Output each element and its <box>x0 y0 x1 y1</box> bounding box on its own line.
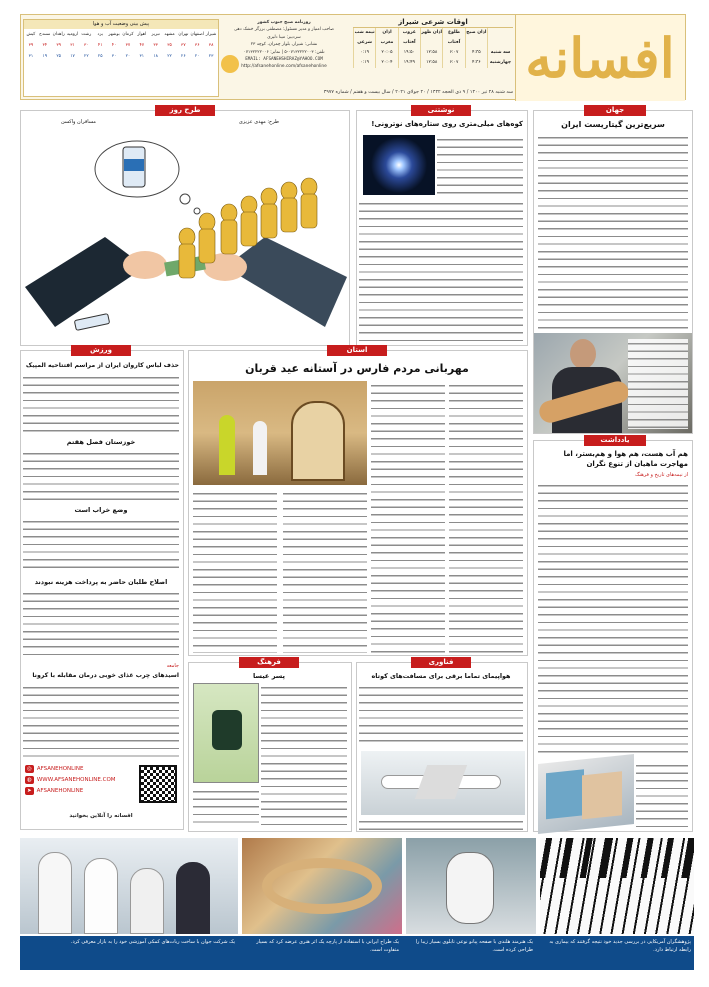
arm-right <box>225 237 347 327</box>
person-figure <box>281 182 297 200</box>
weather-min: ۳۰ <box>111 54 117 59</box>
cartoon-credit-right: طرح: مهدی عزیزی <box>238 119 279 125</box>
broken-title: وضع خراب است <box>74 506 128 514</box>
logo <box>515 15 685 101</box>
qr-caption: افسانه را آنلاین بخوانید <box>69 813 133 819</box>
health-tag: جامعه <box>166 663 179 669</box>
stars-body-top <box>437 135 523 195</box>
person-figure <box>241 196 257 214</box>
prayer-date: چهارشنبه <box>487 58 513 68</box>
fabric-loop <box>262 858 382 914</box>
water-article <box>533 436 693 832</box>
weather-max: ۳۳ <box>153 43 158 48</box>
fars-body-col1 <box>449 381 523 653</box>
caravan-title: حذف لباس کاروان ایران از مراسم افتتاحیه المپیک <box>25 362 179 369</box>
thought-bubble <box>194 208 200 214</box>
broken-body <box>23 517 179 573</box>
weather-grid <box>24 29 218 62</box>
prayer-time: ۱۹:۴۹ <box>398 58 420 68</box>
fars-body-col3 <box>193 489 277 653</box>
weather-city: بوشهر <box>108 32 120 37</box>
prayer-title: اوقات شرعی شیراز <box>398 18 468 26</box>
website-link[interactable] <box>25 776 135 784</box>
date-line: سه شنبه ۲۸ تیر ۱۴۰۰ / ۹ ذی الحجه ۱۴۴۲ / ۲۰ جولای ۲۰۲۱ / سال بیست و هفتم / شماره ۴۹۷۷ <box>323 90 513 95</box>
piano-black-keys <box>540 838 694 878</box>
prayer-header: غروب آفتاب <box>398 28 420 48</box>
logo-text: افسانه <box>525 26 675 90</box>
weather-min: ۲۰ <box>194 54 200 59</box>
publisher-line: صاحب امتیاز و مدیر مسئول: مصطفی برزگر خشک دهی <box>233 27 335 33</box>
section-tag-tech: فناوری <box>411 657 471 668</box>
neutron-star-image <box>363 135 435 195</box>
guitar-side-text <box>628 339 688 429</box>
publisher-line: EMAIL: AFSANEHSHIRAZ@YAHOO.COM <box>245 57 323 63</box>
fars-article <box>188 346 528 656</box>
section-tag-world: جهان <box>584 105 646 116</box>
aircraft-wing <box>415 765 467 799</box>
prayer-header: اذان مغرب <box>375 28 397 48</box>
instagram-icon: ◎ <box>27 766 32 772</box>
weather-max: ۳۸ <box>208 43 214 48</box>
cartoon-box <box>20 106 350 346</box>
weather-max: ۳۴ <box>42 43 48 48</box>
magazine-cover <box>582 771 622 819</box>
culture-article <box>188 658 352 832</box>
prayer-time: ۴:۳۶ <box>465 58 487 68</box>
reform-title: اصلاح طلبان حاضر به پرداخت هزینه نبودند <box>34 578 168 586</box>
cartoon-illustration <box>25 127 347 343</box>
guitar-article <box>533 106 693 434</box>
weather-min: ۲۵ <box>56 54 61 59</box>
globe-icon: ◍ <box>27 777 32 783</box>
person-figure-body <box>261 204 277 238</box>
hyperloop-caption <box>359 817 523 831</box>
prayer-header: طلوع آفتاب <box>442 28 464 48</box>
masthead <box>20 14 686 100</box>
strip-caption: یک هنرمند هلندی با صفحه پیانو نوعی تابلوی بسیار زیبا را طراحی کرده است. <box>415 939 533 953</box>
water-subline: از نیمه‌های تاریخ و فرهنگ <box>635 472 688 478</box>
publisher-line: روزنامه صبح جنوب کشور <box>257 20 311 25</box>
fallen-vial-icon <box>74 314 109 331</box>
lab-person <box>38 852 72 934</box>
strip-caption: پژوهشگران آمریکایی در بررسی جدید خود نتیجه گرفتند که بیماری به رابطه ارتباط دارد. <box>549 939 691 953</box>
weather-min: ۲۰ <box>125 54 131 59</box>
prayer-time: ۱۲:۵۸ <box>420 48 442 58</box>
fars-body-col2 <box>371 381 445 653</box>
instagram-link[interactable] <box>25 765 135 773</box>
device-shape <box>446 852 494 924</box>
weather-city: اصفهان <box>190 32 204 37</box>
telegram-link[interactable] <box>25 787 135 795</box>
prayer-time: ۴:۳۵ <box>465 48 487 58</box>
prayer-date: سه شنبه <box>487 48 513 58</box>
guitar-title: سریع‌ترین گیتاریست ایران <box>561 120 665 129</box>
prayer-time: ۲۰:۰۵ <box>375 48 397 58</box>
stars-body <box>359 199 523 343</box>
weather-city: سنندج <box>39 32 51 37</box>
hand-left <box>123 251 167 279</box>
pepper-title: پسر عیسا <box>253 672 285 680</box>
weather-city: کیش <box>26 32 36 37</box>
weather-label: پیش بینی وضعیت آب و هوا <box>24 20 218 29</box>
weather-city: رشت <box>81 32 92 37</box>
lab-person <box>130 868 164 934</box>
weather-max: ۴۰ <box>111 43 117 48</box>
guitarist-head <box>570 339 596 369</box>
strip-captions <box>20 936 694 970</box>
khuzestan-body <box>23 449 179 501</box>
prayer-header: نیمه شب شرعی <box>353 28 375 48</box>
bottom-strip <box>20 838 694 972</box>
lab-person <box>176 862 210 934</box>
worker-figure <box>219 415 235 475</box>
guitar-body <box>538 133 688 329</box>
hyperloop-title: هواپیمای تماما برقی برای مسافت‌های کوتاه <box>371 672 511 680</box>
magazine-cover <box>546 769 584 819</box>
prayer-time: ۶:۰۷ <box>442 58 464 68</box>
weather-city: ارومیه <box>66 32 79 37</box>
weather-max: ۳۹ <box>28 43 34 48</box>
weather-city: یزد <box>97 32 103 37</box>
aircraft-image <box>361 751 525 815</box>
book-cover-image <box>193 683 259 783</box>
prayer-header: اذان ظهر <box>420 28 442 48</box>
culture-body <box>261 683 347 829</box>
strip-caption: یک شرکت جوان با ساخت ربات‌های کمکی آموزشی خود را به بازار معرفی کرد. <box>70 939 235 945</box>
weather-city: زاهدان <box>52 32 65 37</box>
publisher-info <box>219 19 349 99</box>
weather-min: ۲۶ <box>181 54 186 59</box>
magazines-image <box>538 754 634 834</box>
weather-city: کرمان <box>122 32 134 37</box>
prayer-time: ۰:۱۹ <box>353 58 375 68</box>
telegram-handle: AFSANEHONLINE <box>36 788 84 794</box>
prayer-corner <box>487 28 513 48</box>
photo-fabric <box>242 838 402 934</box>
fatty-acids-title: اسیدهای چرب غذای خوبی درمان مقابله با کرونا <box>32 672 179 679</box>
weather-max: ۳۷ <box>181 43 186 48</box>
person-figure <box>301 178 317 196</box>
publisher-line: http://afsanehonline.com/afsanehonline <box>241 64 327 70</box>
telegram-icon: ➤ <box>27 788 32 794</box>
person-figure-body <box>199 229 215 263</box>
khuzestan-title: خوزستان فصل هفتم <box>66 438 136 446</box>
arm-left <box>25 237 145 327</box>
book-emblem-icon <box>212 710 242 750</box>
section-tag-notes: یادداشت <box>584 435 646 446</box>
cartoon-credit-left: مسافران واکسن <box>61 119 96 125</box>
worker-figure <box>253 421 267 475</box>
lab-person <box>84 858 118 934</box>
weather-city: شیراز <box>205 32 217 37</box>
instagram-handle: AFSANEHONLINE <box>36 766 84 772</box>
weather-min: ۳۱ <box>139 54 145 59</box>
stars-title: کوه‌های میلی‌متری روی ستاره‌های نوترونی! <box>371 120 523 128</box>
fars-photo <box>193 381 367 485</box>
weather-min: ۲۳ <box>208 54 214 59</box>
weather-min: ۱۹ <box>42 54 48 59</box>
fars-title: مهربانی مردم فارس در آستانه عید قربان <box>245 362 469 375</box>
person-figure <box>261 188 277 206</box>
weather-city: تبریز <box>151 32 160 37</box>
weather-max: ۳۶ <box>194 43 200 48</box>
caravan-body <box>23 373 179 433</box>
weather-max: ۳۱ <box>70 43 75 48</box>
weather-min: ۱۸ <box>153 54 158 59</box>
guitarist-photo <box>534 333 692 433</box>
weather-min: ۲۲ <box>167 54 172 59</box>
fatty-acids-body <box>23 683 179 761</box>
weather-max: ۴۱ <box>97 43 103 48</box>
culture-body-left <box>193 787 259 829</box>
hyperloop-body <box>359 683 523 747</box>
weather-max: ۳۷ <box>125 43 131 48</box>
stars-article <box>356 106 528 346</box>
publisher-line: نشانی: شیراز، بلوار چمران، کوچه ۲۳ <box>250 42 318 48</box>
person-figure-body <box>241 212 257 246</box>
person-figure-body <box>179 244 195 278</box>
section-tag-province: استان <box>327 345 387 356</box>
prayer-grid <box>353 27 513 68</box>
section-tag-sports: ورزش <box>71 345 131 356</box>
water-body <box>538 481 688 753</box>
prayer-time: ۲۰:۰۴ <box>375 58 397 68</box>
person-figure-body <box>301 194 317 228</box>
weather-city: تهران <box>178 32 189 37</box>
photo-lab <box>20 838 238 934</box>
weather-city: اهواز <box>137 32 147 37</box>
prayer-time: ۰:۱۹ <box>353 48 375 58</box>
sports-column <box>20 346 184 830</box>
weather-box <box>23 19 219 97</box>
photo-piano <box>540 838 694 934</box>
strip-caption: یک طراح ایرانی با استفاده از پارچه یک اثر هنری عرضه کرد که بسیار متفاوت است. <box>256 939 399 953</box>
doorway <box>291 401 345 481</box>
section-tag-cartoon: طرح روز <box>155 105 215 116</box>
weather-min: ۲۲ <box>84 54 89 59</box>
prayer-time: ۶:۰۷ <box>442 48 464 58</box>
prayer-header: اذان صبح <box>465 28 487 48</box>
publisher-line: تلفن: ۰۷۱۳۲۲۲۲۰۰۳-۵ | نمابر: ۰۷۱۳۲۲۲۲۰۰۶ <box>243 49 325 55</box>
prayer-time: ۱۹:۵۰ <box>398 48 420 58</box>
section-tag-culture: فرهنگ <box>239 657 299 668</box>
website-url: WWW.AFSANEHONLINE.COM <box>36 777 116 783</box>
section-tag-features: نوشتنی <box>411 105 471 116</box>
publisher-line: سردبیر: مینا دلیری <box>267 34 301 40</box>
thought-bubble <box>180 194 190 204</box>
qr-code[interactable] <box>139 765 177 803</box>
water-body-tail <box>636 761 688 827</box>
weather-max: ۳۰ <box>84 43 89 48</box>
weather-min: ۳۱ <box>28 54 34 59</box>
weather-max: ۴۷ <box>139 43 145 48</box>
photo-device <box>406 838 536 934</box>
person-figure <box>199 213 215 231</box>
water-title: هم آب هست، هم هوا و هم‌بستر، اما مهاجرت ماهیان از تنوع نگران <box>563 450 688 468</box>
vial-label <box>124 159 144 171</box>
weather-min: ۲۵ <box>97 54 103 59</box>
person-figure <box>221 204 237 222</box>
prayer-time: ۱۲:۵۸ <box>420 58 442 68</box>
weather-icon <box>221 55 239 73</box>
weather-max: ۳۹ <box>56 43 61 48</box>
person-figure-body <box>281 198 297 232</box>
reform-body <box>23 589 179 659</box>
tech-article <box>356 658 528 832</box>
prayer-times <box>353 17 513 65</box>
social-links <box>25 765 135 815</box>
person-figure <box>179 228 195 246</box>
weather-max: ۳۵ <box>167 43 172 48</box>
person-figure-body <box>221 220 237 254</box>
weather-min: ۱۷ <box>70 54 75 59</box>
fars-body-col4 <box>283 489 367 653</box>
weather-city: مشهد <box>164 32 175 37</box>
